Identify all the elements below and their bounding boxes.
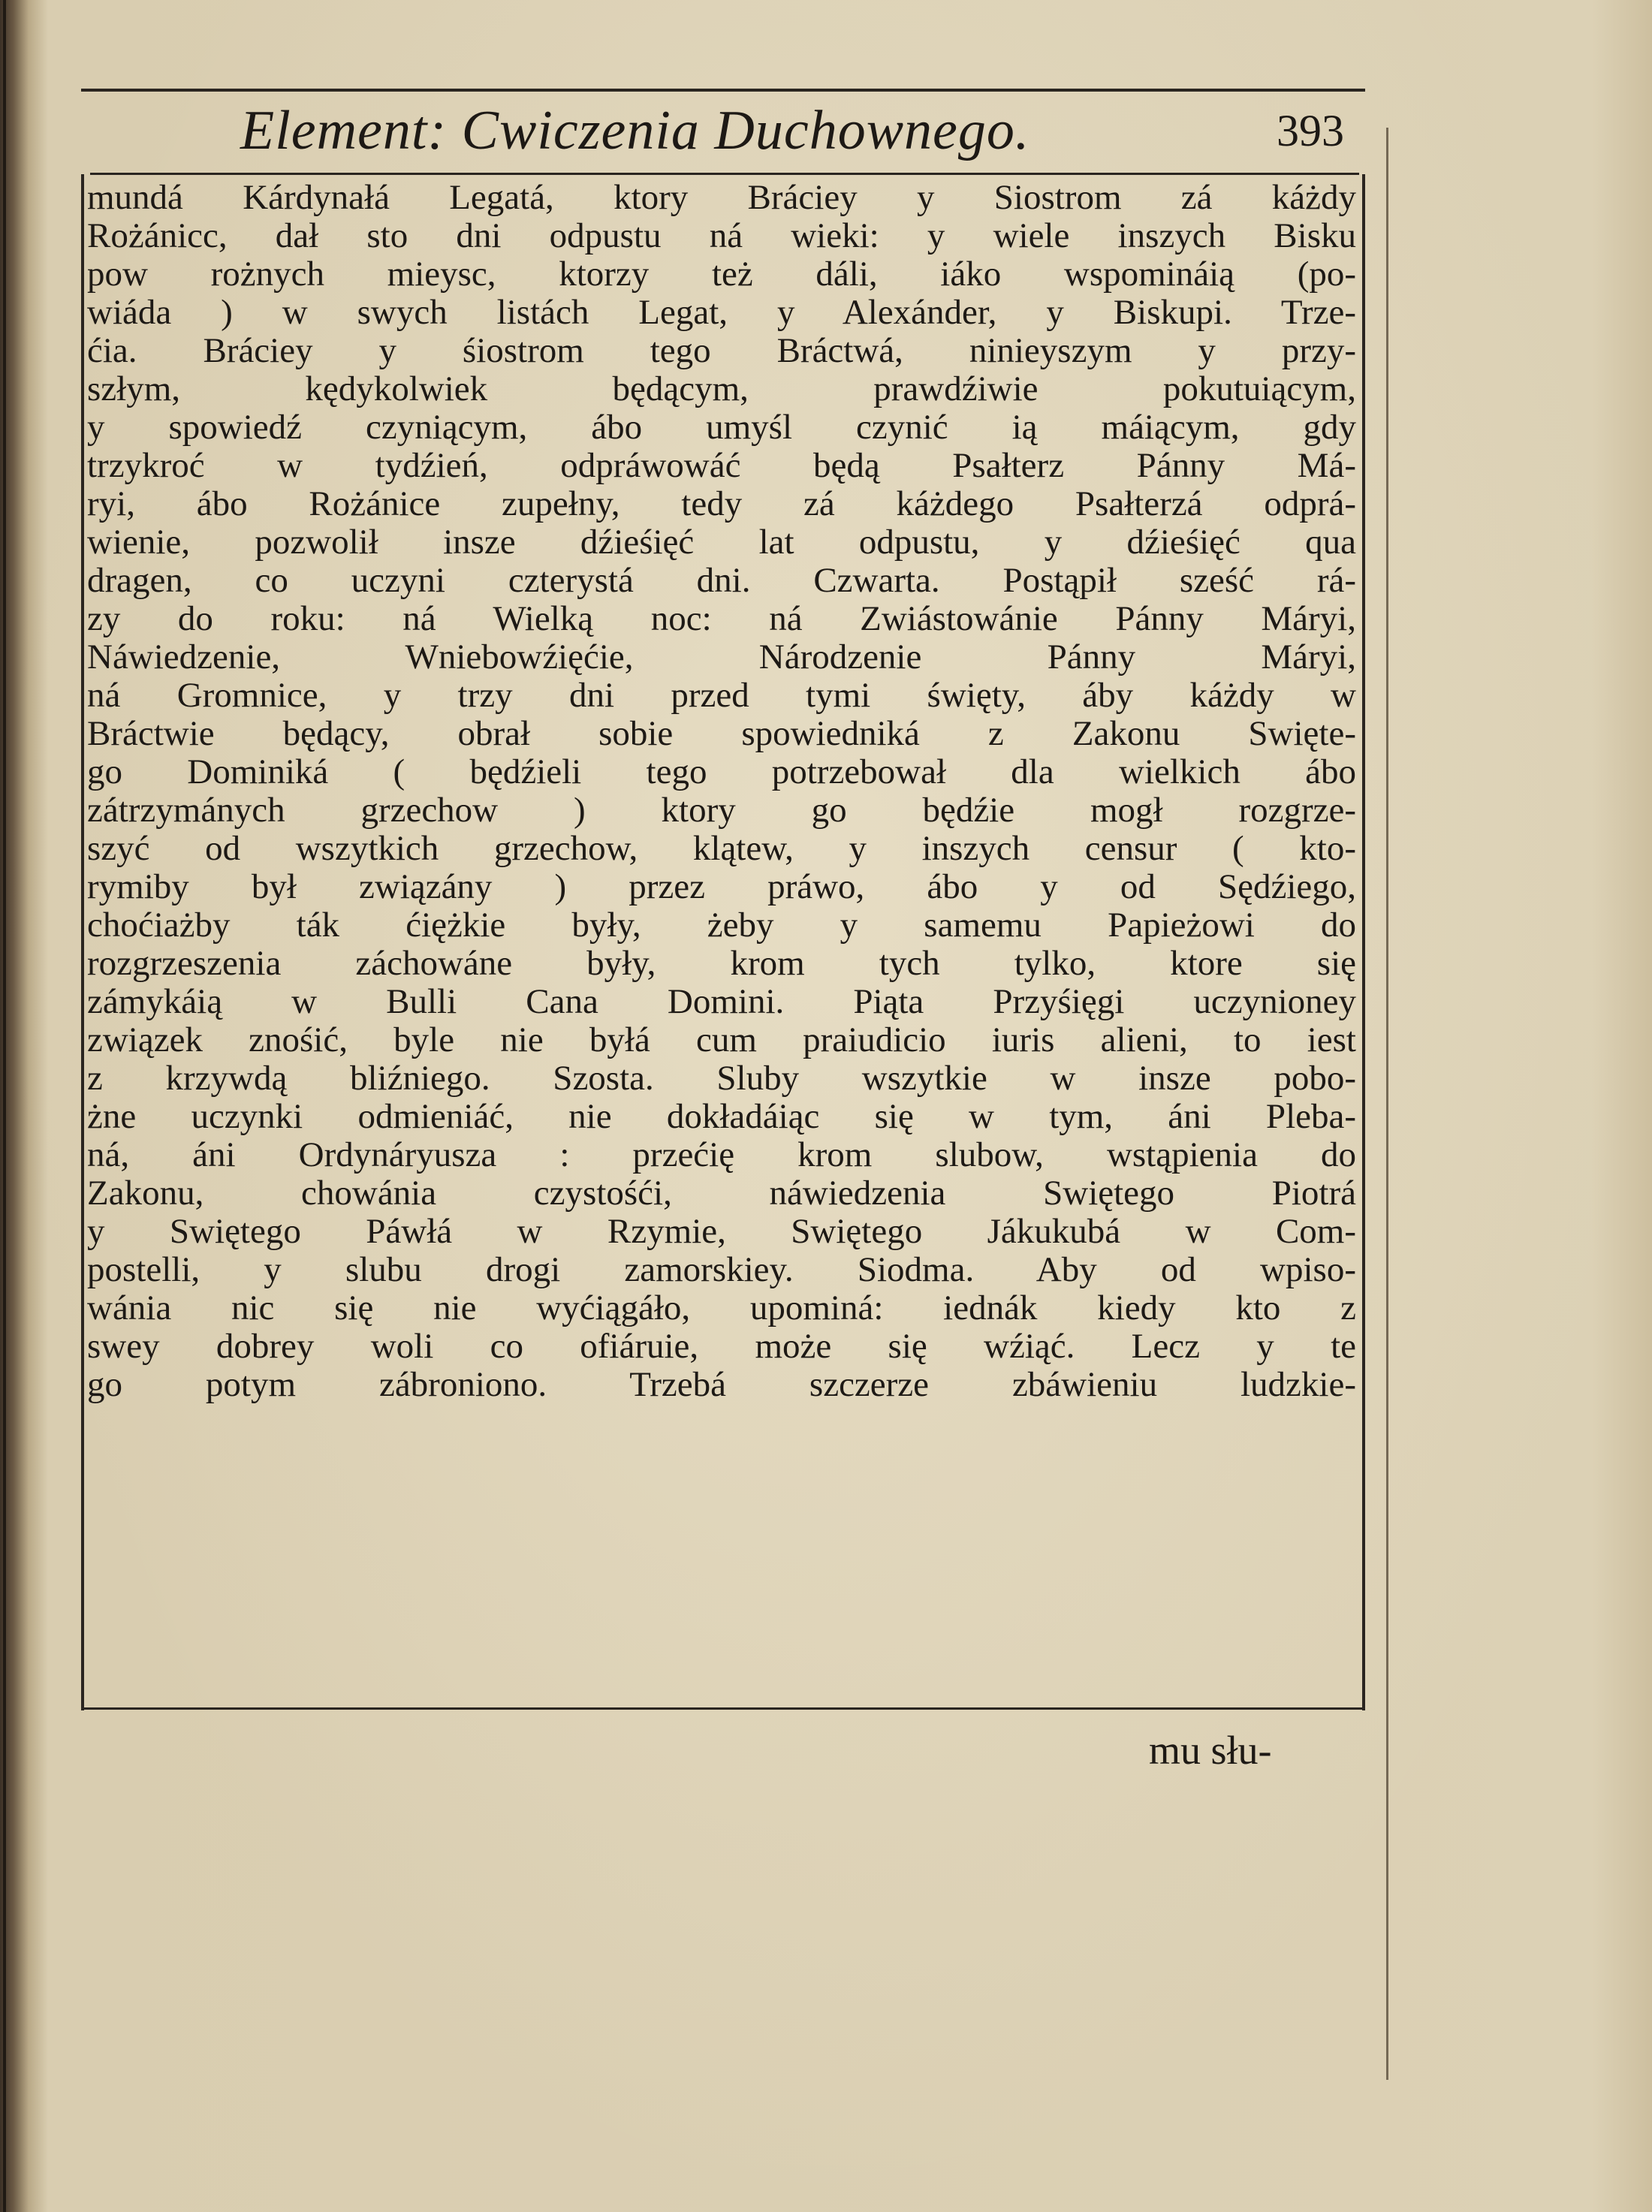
text-line: rozgrzeszenia záchowáne były, krom tych tylko, ktore się <box>87 944 1356 983</box>
text-line: dragen, co uczyni czterystá dni. Czwarta. Postąpił sześć rá- <box>87 561 1356 600</box>
text-line: y spowiedź czyniącym, ábo umyśl czynić ią máiącym, gdy <box>87 408 1356 447</box>
text-line: związek znośić, byle nie byłá cum praiudicio iuris alieni, to iest <box>87 1020 1356 1059</box>
text-line: ryi, ábo Rożánice zupełny, tedy zá káżdego Psałterzá odprá- <box>87 484 1356 523</box>
text-line: wiáda ) w swych listách Legat, y Alexánder, y Biskupi. Trze- <box>87 293 1356 332</box>
text-line: pow rożnych mieysc, ktorzy też dáli, iáko wspomináią (po- <box>87 255 1356 294</box>
outer-margin-line <box>1386 128 1388 2080</box>
text-line: z krzywdą bliźniego. Szosta. Sluby wszytkie w insze pobo- <box>87 1059 1356 1098</box>
text-line: żne uczynki odmieniáć, nie dokładáiąc się w tym, áni Pleba- <box>87 1097 1356 1136</box>
text-line: mundá Kárdynałá Legatá, ktory Bráciey y Siostrom zá káżdy <box>87 178 1356 217</box>
text-line: go potym zábroniono. Trzebá szczerze zbáwieniu ludzkie- <box>87 1365 1356 1404</box>
running-title: Element: Cwiczenia Duchownego. <box>240 100 1030 161</box>
text-line: ćia. Bráciey y śiostrom tego Bráctwá, ninieyszym y przy- <box>87 331 1356 370</box>
text-line: Bráctwie będący, obrał sobie spowiedniká z Zakonu Swięte- <box>87 714 1356 753</box>
text-line: zátrzymánych grzechow ) ktory go będźie mogł rozgrze- <box>87 791 1356 830</box>
text-line: zy do roku: ná Wielką noc: ná Zwiástowánie Pánny Máryi, <box>87 599 1356 638</box>
text-line: szyć od wszytkich grzechow, klątew, y inszych censur ( kto- <box>87 829 1356 868</box>
text-line: Rożánicc, dał sto dni odpustu ná wieki: y wiele inszych Bisku <box>87 216 1356 255</box>
page-header <box>90 95 1359 173</box>
text-line: szłym, kędykolwiek będącym, prawdźiwie pokutuiącym, <box>87 369 1356 408</box>
text-line: choćiażby ták ćiężkie były, żeby y samemu Papieżowi do <box>87 906 1356 945</box>
text-line: y Swiętego Páwłá w Rzymie, Swiętego Jákukubá w Com- <box>87 1212 1356 1251</box>
text-line: trzykroć w tydźień, odpráwowáć będą Psałterz Pánny Má- <box>87 446 1356 485</box>
body-text <box>87 179 1356 1404</box>
text-line: Zakonu, chowánia czystośći, náwiedzenia Swiętego Piotrá <box>87 1174 1356 1213</box>
text-line: go Dominiká ( będźieli tego potrzebował dla wielkich ábo <box>87 752 1356 791</box>
text-line: ná, áni Ordynáryusza : przećię krom slubow, wstąpienia do <box>87 1135 1356 1174</box>
page-number: 393 <box>1277 106 1344 155</box>
top-rule <box>81 89 1365 92</box>
header-rule <box>90 173 1359 175</box>
text-line: zámykáią w Bulli Cana Domini. Piąta Przyśięgi uczynioney <box>87 982 1356 1021</box>
text-line: swey dobrey woli co ofiáruie, może się wźiąć. Lecz y te <box>87 1327 1356 1366</box>
text-line: postelli, y slubu drogi zamorskiey. Siodma. Aby od wpiso- <box>87 1250 1356 1289</box>
catchword: mu słu- <box>1149 1728 1272 1773</box>
text-line: wánia nic się nie wyćiągáło, upominá: iednák kiedy kto z <box>87 1288 1356 1328</box>
bottom-rule <box>81 1707 1365 1710</box>
text-line: ná Gromnice, y trzy dni przed tymi święty, áby káżdy w <box>87 676 1356 715</box>
text-line: Náwiedzenie, Wniebowźięćie, Národzenie Pánny Máryi, <box>87 637 1356 677</box>
gutter-shadow <box>3 0 6 2212</box>
text-line: rymiby był związány ) przez práwo, ábo y od Sędźiego, <box>87 867 1356 906</box>
text-line: wienie, pozwolił insze dźieśięć lat odpustu, y dźieśięć qua <box>87 523 1356 562</box>
